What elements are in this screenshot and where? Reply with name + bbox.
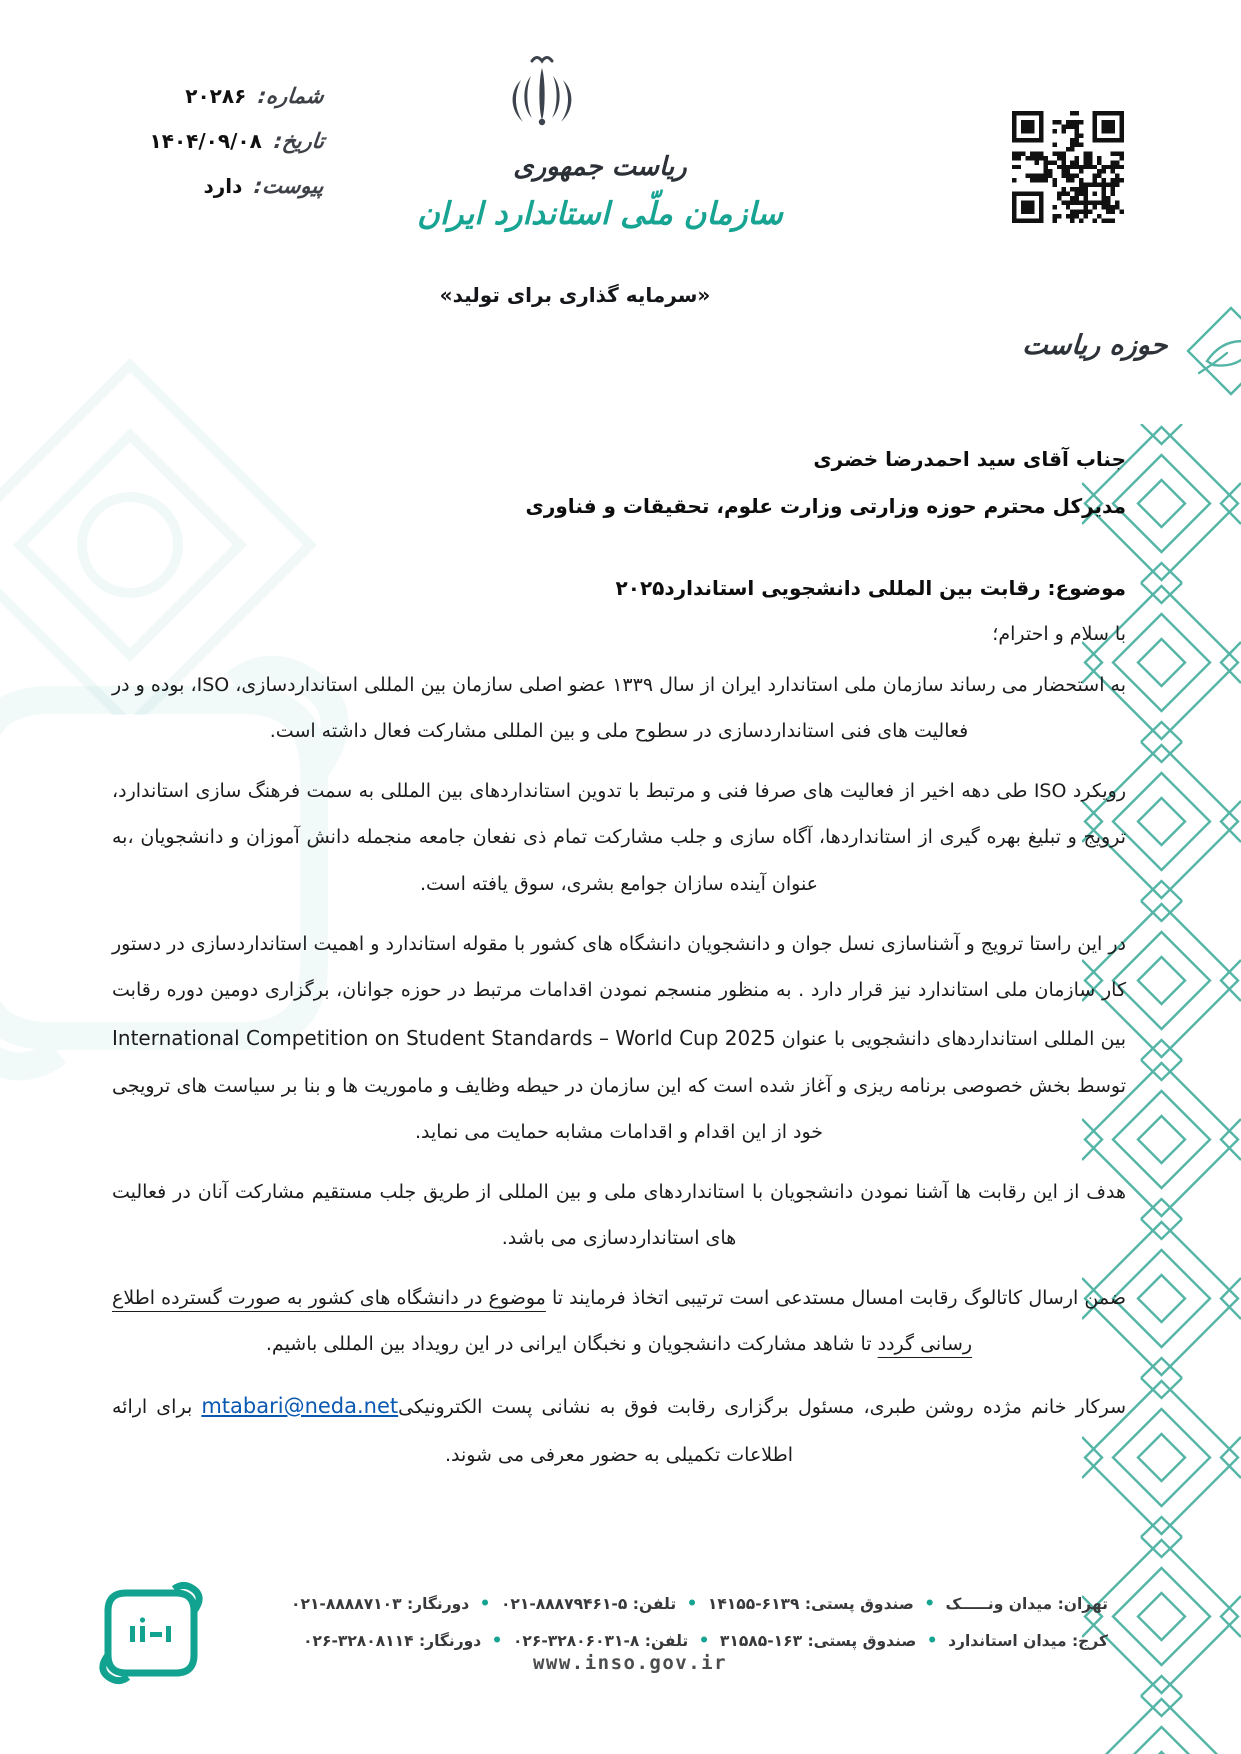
greeting-line: با سلام و احترام؛ [992,623,1126,645]
tehran-fax: ۰۲۱-۸۸۸۸۷۱۰۳ [291,1595,402,1613]
underlined-phrase: موضوع در دانشگاه های کشور به صورت گسترده اطلاع رسانی گردد [112,1286,973,1356]
bullet-icon: • [491,1630,503,1651]
karaj-tel-label: تلفن: [644,1631,689,1650]
body-paragraph-1: به استحضار می رساند سازمان ملی استاندارد ایران از سال ۱۳۳۹ عضو اصلی سازمان بین المللی استانداردسازی، ISO، بوده و در فعالیت های فنی استانداردسازی در سطوح ملی و بین المللی مشارکت فعال داشته است. [112,673,1126,743]
qr-code-icon [1012,111,1124,223]
org-name: سازمان ملّی استاندارد ایران [417,196,783,232]
tehran-city-label: تهران: [1057,1595,1108,1613]
tehran-tel-label: تلفن: [632,1595,677,1613]
iran-emblem-icon [503,52,581,142]
bullet-icon: • [926,1630,938,1651]
leaf-diamond-ornament [1183,303,1241,399]
competition-title-english: International Competition on Student Standards – World Cup 2025 [112,1025,776,1050]
paragraph-6-text: سرکار خانم مژده روشن طبری، مسئول برگزاری رقابت فوق به نشانی پست الکترونیکی [398,1395,1126,1418]
inso-logo [94,1579,209,1687]
attachment-value: دارد [203,174,243,198]
body-paragraph-3 [112,921,1126,1156]
slogan: «سرمایه گذاری برای تولید» [439,283,711,307]
bullet-icon: • [479,1594,491,1614]
karaj-fax: ۰۲۶-۳۲۸۰۸۱۱۴ [303,1631,414,1650]
subject-line: موضوع: رقابت بین المللی دانشجویی استاندارد۲۰۲۵ [615,576,1126,600]
footer-line-tehran [292,1586,1108,1623]
presidency-title: ریاست جمهوری [513,152,687,182]
tehran-pobox-label: صندوق پستی: [804,1595,914,1613]
body-paragraph-2: رویکرد ISO طی دهه اخیر از فعالیت های صرفا فنی و مرتبط با تدوین استانداردهای بین المللی به سمت فرهنگ سازی استاندارد، ترویج و تبلیغ بهره گیری از استانداردها، آگاه سازی و جلب مشارکت تمام ذی نفعان جامعه منجمله دانش آموزان و دانشجویان ،به عنوان آینده سازان جوامع بشری، سوق یافته است. [112,779,1126,895]
paragraph-5-text: ضمن ارسال کاتالوگ رقابت امسال مستدعی است ترتیبی اتخاذ فرمایند تا [545,1286,1126,1309]
number-row [62,84,324,108]
paragraph-6-continuation: برای ارائه اطلاعات تکمیلی به حضور معرفی می شوند. [112,1395,794,1467]
letterhead-meta [62,84,324,219]
attachment-row [62,174,324,198]
tehran-location: میدان ونـــــک [945,1595,1053,1613]
paragraph-5-continuation: تا شاهد مشارکت دانشجویان و نخبگان ایرانی در این رویداد بین المللی باشیم. [265,1333,878,1356]
tehran-tel: ۰۲۱-۸۸۸۷۹۴۶۱-۵ [500,1595,628,1613]
bullet-icon: • [686,1594,698,1614]
number-label: شماره: [257,84,326,108]
body-paragraph-6 [112,1381,1126,1479]
department-title: حوزه ریاست [1021,330,1169,361]
karaj-fax-label: دورنگار: [418,1631,482,1650]
email-link[interactable]: mtabari@neda.net [201,1393,399,1418]
karaj-pobox-label: صندوق پستی: [807,1631,917,1650]
paragraph-3-text: در این راستا ترویج و آشناسازی نسل جوان و دانشجویان دانشگاه های کشور با مقوله استاندارد و اهمیت استانداردسازی در دستور کار سازمان ملی استاندارد نیز قرار دارد . به منظور منسجم نمودن اقدامات مرتبط در حوزه جوانان، برگزاری دومین دوره رقابت بین المللی استانداردهای دانشجویی با عنوان [112,932,1126,1050]
karaj-tel: ۰۲۶-۳۲۸۰۶۰۳۱-۸ [512,1631,640,1650]
date-row [62,129,324,153]
paragraph-3-continuation: توسط بخش خصوصی برنامه ریزی و آغاز شده است که این سازمان در حیطه وظایف و ماموریت ها و بنا بر سیاست های ترویجی خود از این اقدام و اقدامات مشابه حمایت می نماید. [112,1074,1126,1144]
date-value: ۱۴۰۴/۰۹/۰۸ [149,129,262,153]
website-url: www.inso.gov.ir [532,1652,728,1674]
paragraphs [112,662,1126,1479]
recipient-name: جناب آقای سید احمدرضا خضری [813,447,1126,471]
footer-contact [292,1586,1108,1659]
karaj-location: میدان استاندارد [948,1631,1067,1650]
karaj-pobox: ۳۱۵۸۵-۱۶۳ [719,1631,803,1650]
letter-body [112,436,1126,1492]
bullet-icon: • [924,1594,936,1614]
number-value: ۲۰۲۸۶ [185,84,247,108]
recipient-title: مدیرکل محترم حوزه وزارتی وزارت علوم، تحقیقات و فناوری [525,494,1126,518]
body-paragraph-4: هدف از این رقابت ها آشنا نمودن دانشجویان با استانداردهای ملی و بین المللی از طریق جلب مستقیم مشارکت آنان در فعالیت های استانداردسازی می باشد. [112,1180,1126,1250]
body-paragraph-5 [112,1275,1126,1368]
tehran-fax-label: دورنگار: [406,1595,470,1613]
tehran-pobox: ۱۴۱۵۵-۶۱۳۹ [707,1595,800,1613]
karaj-city-label: کرج: [1071,1631,1108,1650]
date-label: تاریخ: [272,129,326,153]
bullet-icon: • [698,1630,710,1651]
attachment-label: پیوست: [253,174,326,198]
